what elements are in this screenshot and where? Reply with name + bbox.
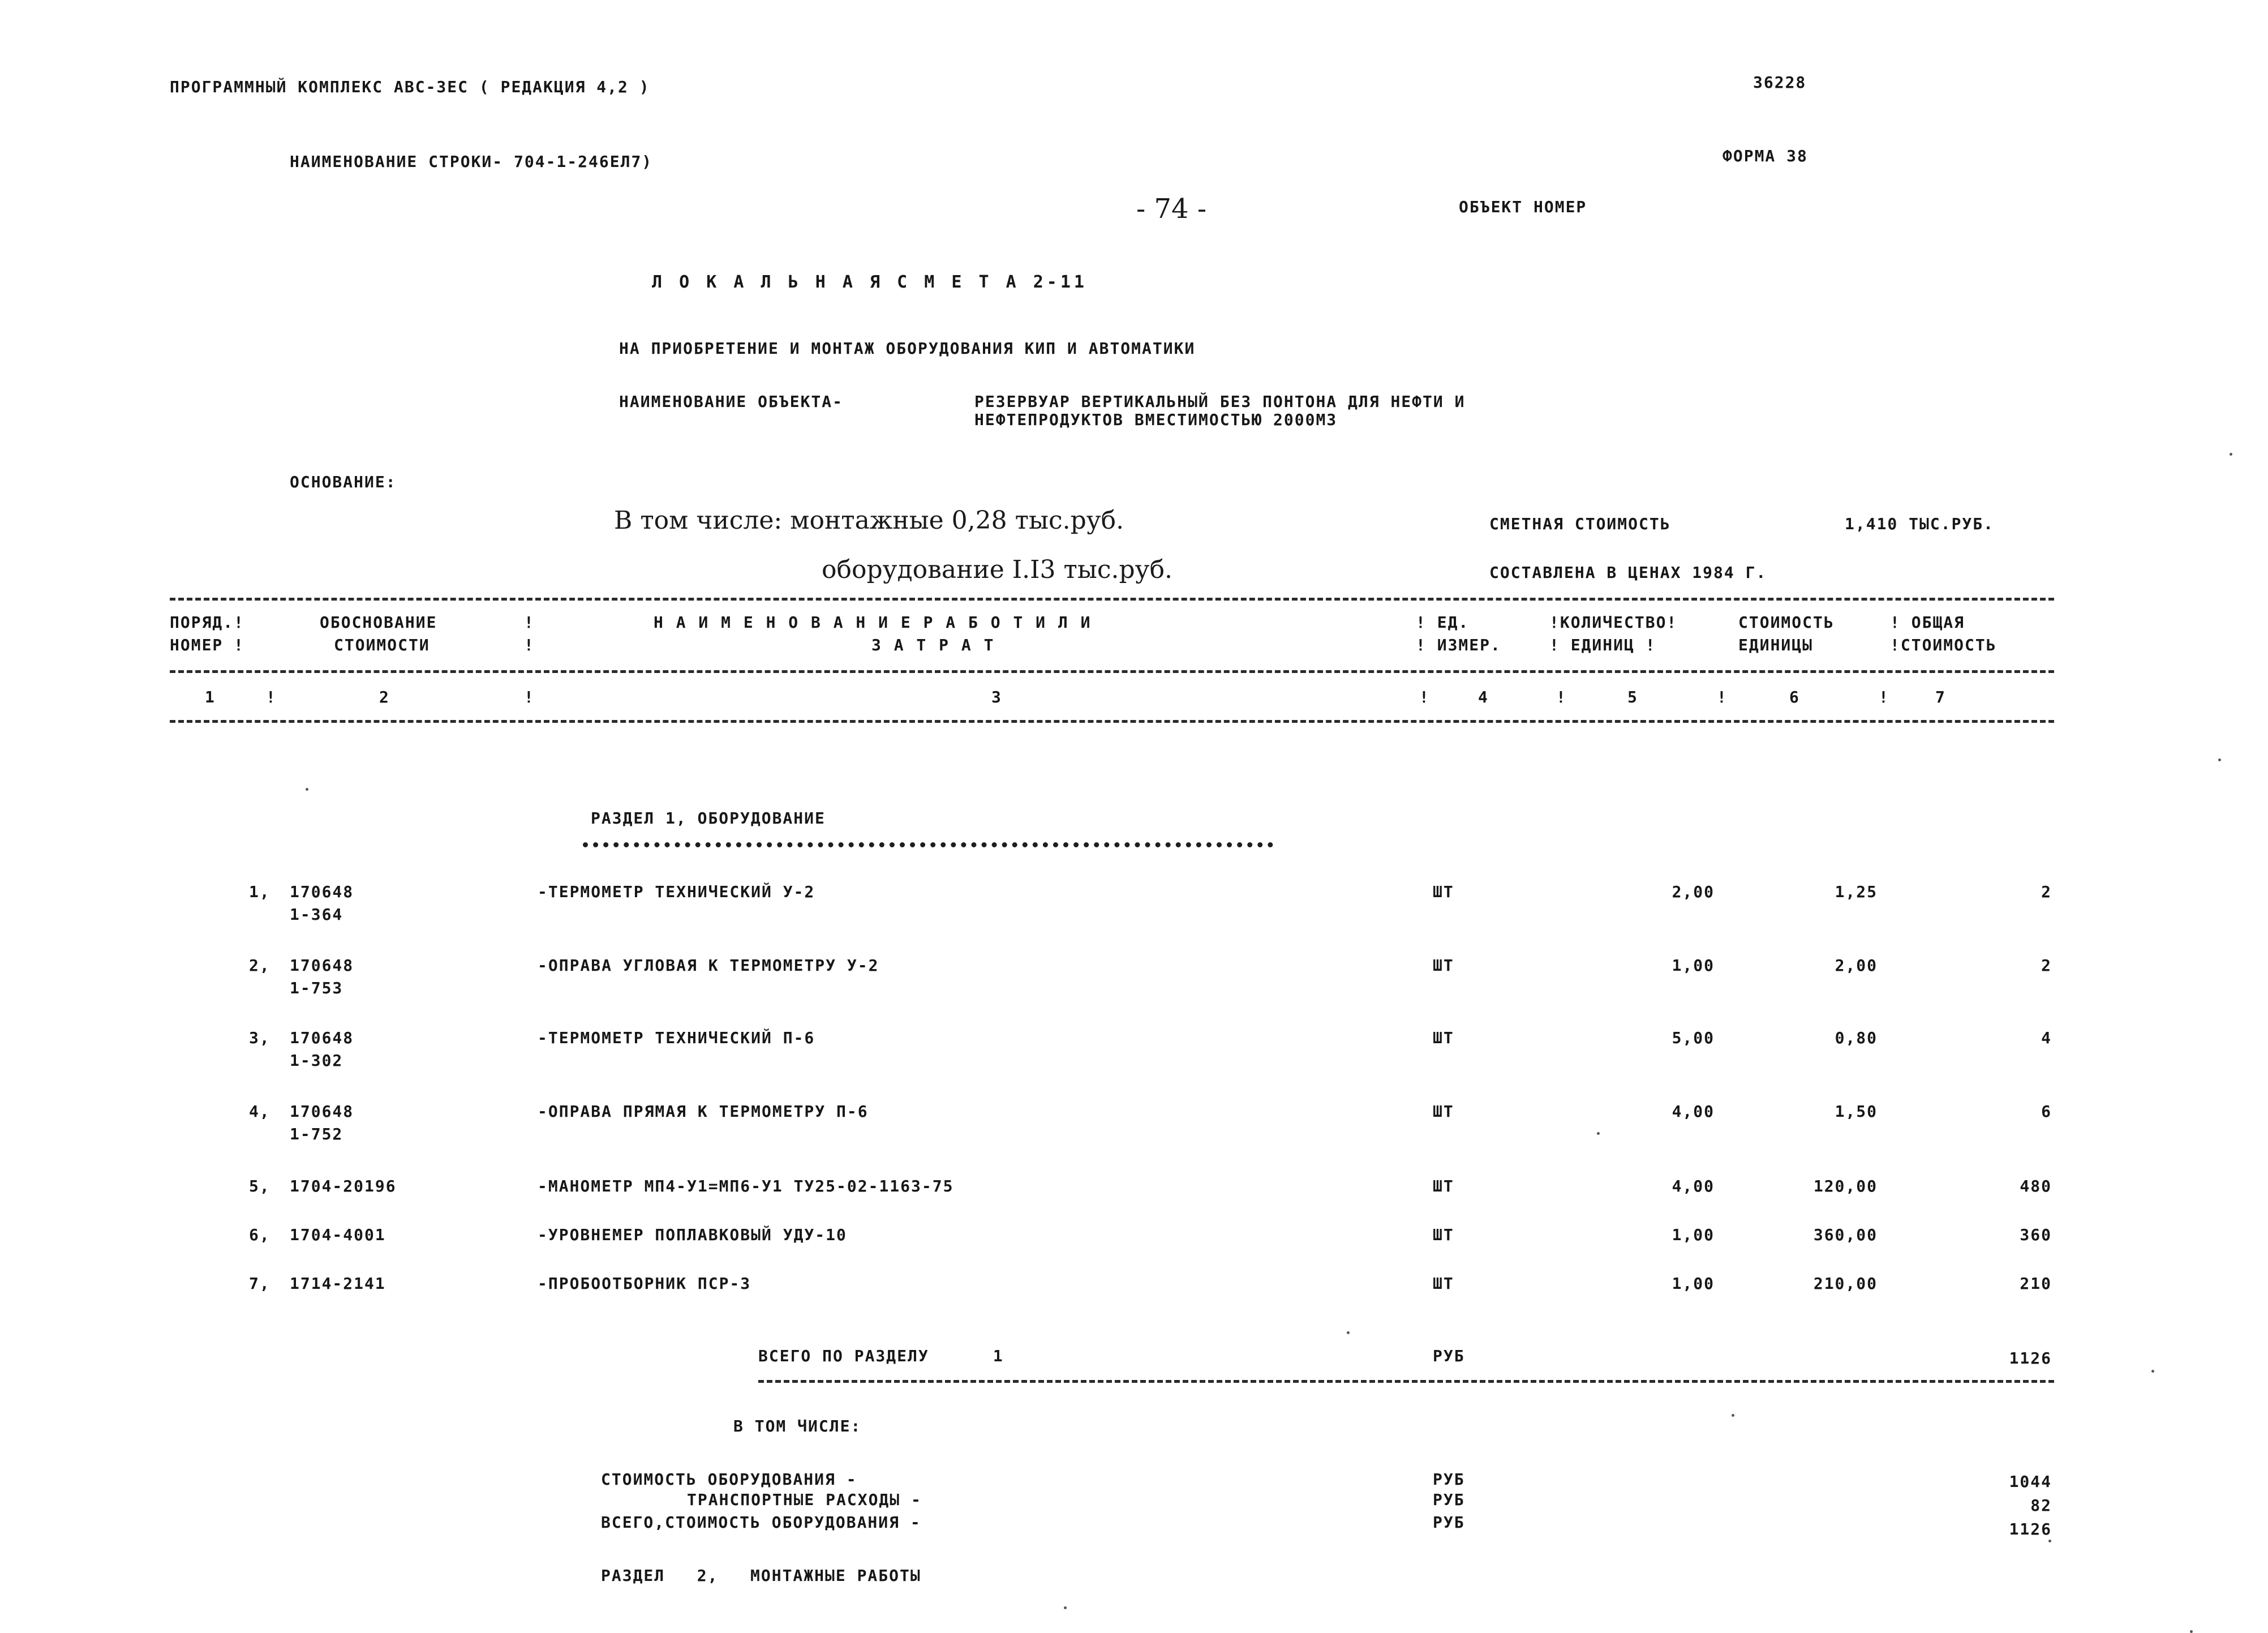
row-total: 2 bbox=[2041, 882, 2052, 901]
row-unit-price: 210,00 bbox=[1813, 1274, 1878, 1293]
row-number: 5, bbox=[249, 1177, 270, 1195]
table-header-rule bbox=[170, 670, 2054, 673]
table-row bbox=[0, 952, 2268, 1031]
row-quantity: 1,00 bbox=[1672, 1225, 1715, 1244]
row-code: 170648 bbox=[290, 1028, 354, 1047]
row-number: 6, bbox=[249, 1225, 270, 1244]
col-total-cost-label: !СТОИМОСТЬ bbox=[1890, 636, 1997, 654]
row-unit: ШТ bbox=[1433, 882, 1454, 901]
col-basis-label: ОБОСНОВАНИЕ bbox=[320, 613, 437, 632]
transport-cost-unit: РУБ bbox=[1433, 1490, 1465, 1509]
row-name: -ПРОБООТБОРНИК ПСР-3 bbox=[538, 1274, 751, 1293]
row-unit-price: 360,00 bbox=[1813, 1225, 1878, 1244]
row-unit-price: 1,25 bbox=[1835, 882, 1878, 901]
col-measure-label: ! ИЗМЕР. bbox=[1416, 636, 1501, 654]
row-unit: ШТ bbox=[1433, 1225, 1454, 1244]
page-number: - 74 - bbox=[1136, 193, 1207, 225]
including-label: В ТОМ ЧИСЛЕ: bbox=[733, 1417, 862, 1435]
price-basis: СОСТАВЛЕНА В ЦЕНАХ 1984 Г. bbox=[1489, 563, 1767, 582]
row-code-2: 1-364 bbox=[290, 905, 343, 924]
row-quantity: 2,00 bbox=[1672, 882, 1715, 901]
row-number: 7, bbox=[249, 1274, 270, 1293]
section-total-rule bbox=[758, 1380, 2054, 1383]
row-quantity: 4,00 bbox=[1672, 1177, 1715, 1195]
row-quantity: 4,00 bbox=[1672, 1102, 1715, 1121]
equipment-cost-label: СТОИМОСТЬ ОБОРУДОВАНИЯ - bbox=[601, 1470, 857, 1489]
row-total: 2 bbox=[2041, 956, 2052, 975]
object-name-line2: НЕФТЕПРОДУКТОВ ВМЕСТИМОСТЬЮ 2000М3 bbox=[974, 410, 1338, 429]
col-name-label: Н А И М Е Н О В А Н И Е Р А Б О Т И Л И bbox=[654, 613, 1092, 632]
col-number-label: НОМЕР ! bbox=[170, 636, 245, 654]
row-code: 1704-20196 bbox=[290, 1177, 397, 1195]
table-row bbox=[0, 1173, 2268, 1207]
row-code: 170648 bbox=[290, 1102, 354, 1121]
col-index-sep: ! bbox=[1717, 688, 1728, 706]
estimate-title: Л О К А Л Ь Н А Я С М Е Т А 2-11 bbox=[652, 272, 1088, 292]
col-unit-label: ! ЕД. bbox=[1416, 613, 1470, 632]
section-2-title: РАЗДЕЛ 2, МОНТАЖНЫЕ РАБОТЫ bbox=[601, 1566, 921, 1585]
col-quantity-label: !КОЛИЧЕСТВО! bbox=[1549, 613, 1678, 632]
col-units-label: ! ЕДИНИЦ ! bbox=[1549, 636, 1656, 654]
section-1-underline bbox=[583, 842, 1273, 847]
object-name-line1: РЕЗЕРВУАР ВЕРТИКАЛЬНЫЙ БЕЗ ПОНТОНА ДЛЯ НЕФТИ И bbox=[974, 392, 1466, 411]
row-number: 2, bbox=[249, 956, 270, 975]
row-code: 170648 bbox=[290, 956, 354, 975]
row-quantity: 1,00 bbox=[1672, 1274, 1715, 1293]
scan-speck bbox=[306, 788, 308, 791]
row-code: 170648 bbox=[290, 882, 354, 901]
basis-label: ОСНОВАНИЕ: bbox=[290, 473, 397, 491]
row-total: 210 bbox=[2020, 1274, 2052, 1293]
scan-speck bbox=[1347, 1331, 1350, 1334]
object-label: НАИМЕНОВАНИЕ ОБЪЕКТА- bbox=[619, 392, 844, 411]
total-equipment-value: 1126 bbox=[2009, 1520, 2052, 1538]
col-index-sep: ! bbox=[1419, 688, 1430, 706]
transport-cost-label: ТРАНСПОРТНЫЕ РАСХОДЫ - bbox=[687, 1490, 922, 1509]
scan-speck bbox=[2218, 758, 2221, 761]
mounting-cost-note: В том числе: монтажные 0,28 тыс.руб. bbox=[614, 506, 1124, 535]
col-order-label: ПОРЯД.! bbox=[170, 613, 245, 632]
total-equipment-label: ВСЕГО,СТОИМОСТЬ ОБОРУДОВАНИЯ - bbox=[601, 1513, 921, 1532]
col-price-label: СТОИМОСТЬ bbox=[1738, 613, 1835, 632]
row-unit: ШТ bbox=[1433, 1102, 1454, 1121]
section-total-unit: РУБ bbox=[1433, 1347, 1465, 1365]
table-index-rule bbox=[170, 720, 2054, 723]
table-top-rule bbox=[170, 598, 2054, 601]
col-total-label: ! ОБЩАЯ bbox=[1890, 613, 1965, 632]
table-row bbox=[0, 1098, 2268, 1177]
scan-speck bbox=[2230, 453, 2232, 456]
scan-speck bbox=[1732, 1414, 1734, 1417]
transport-cost-value: 82 bbox=[2030, 1496, 2052, 1515]
col-index-sep: ! bbox=[524, 688, 535, 706]
row-unit-price: 2,00 bbox=[1835, 956, 1878, 975]
equipment-cost-unit: РУБ bbox=[1433, 1470, 1465, 1489]
row-unit: ШТ bbox=[1433, 1028, 1454, 1047]
table-row bbox=[0, 1221, 2268, 1255]
col-index-sep: ! bbox=[1879, 688, 1889, 706]
table-row bbox=[0, 1270, 2268, 1304]
estimate-cost-label: СМЕТНАЯ СТОИМОСТЬ bbox=[1489, 515, 1671, 533]
row-unit: ШТ bbox=[1433, 1274, 1454, 1293]
col-index: 2 bbox=[379, 688, 390, 706]
program-name: ПРОГРАММНЫЙ КОМПЛЕКС АВС-3ЕС ( РЕДАКЦИЯ 4,2 ) bbox=[170, 78, 650, 96]
col-separator: ! bbox=[524, 636, 535, 654]
row-total: 4 bbox=[2041, 1028, 2052, 1047]
table-row bbox=[0, 878, 2268, 958]
row-quantity: 1,00 bbox=[1672, 956, 1715, 975]
row-name: -УРОВНЕМЕР ПОПЛАВКОВЫЙ УДУ-10 bbox=[538, 1225, 847, 1244]
document-number: 36228 bbox=[1753, 73, 1807, 92]
equipment-cost-note: оборудование I.I3 тыс.руб. bbox=[822, 555, 1173, 584]
col-cost-label: СТОИМОСТИ bbox=[334, 636, 430, 654]
row-number: 4, bbox=[249, 1102, 270, 1121]
scan-speck bbox=[1064, 1606, 1067, 1609]
col-index: 7 bbox=[1935, 688, 1946, 706]
row-unit: ШТ bbox=[1433, 1177, 1454, 1195]
row-number: 3, bbox=[249, 1028, 270, 1047]
col-separator: ! bbox=[524, 613, 535, 632]
col-expense-label: З А Т Р А Т bbox=[871, 636, 995, 654]
col-index: 4 bbox=[1478, 688, 1489, 706]
line-name: НАИМЕНОВАНИЕ СТРОКИ- 704-1-246ЕЛ7) bbox=[290, 152, 653, 171]
row-name: -ОПРАВА ПРЯМАЯ К ТЕРМОМЕТРУ П-6 bbox=[538, 1102, 869, 1121]
scan-speck bbox=[1597, 1132, 1600, 1135]
col-index: 1 bbox=[205, 688, 216, 706]
row-code: 1714-2141 bbox=[290, 1274, 386, 1293]
col-index-sep: ! bbox=[1556, 688, 1567, 706]
object-number-label: ОБЪЕКТ НОМЕР bbox=[1459, 198, 1587, 216]
section-total-label: ВСЕГО ПО РАЗДЕЛУ 1 bbox=[758, 1347, 1004, 1365]
row-name: -ТЕРМОМЕТР ТЕХНИЧЕСКИЙ П-6 bbox=[538, 1028, 815, 1047]
table-row bbox=[0, 1025, 2268, 1104]
section-1-title: РАЗДЕЛ 1, ОБОРУДОВАНИЕ bbox=[591, 809, 826, 828]
row-unit-price: 0,80 bbox=[1835, 1028, 1878, 1047]
row-unit: ШТ bbox=[1433, 956, 1454, 975]
row-total: 6 bbox=[2041, 1102, 2052, 1121]
row-name: -ОПРАВА УГЛОВАЯ К ТЕРМОМЕТРУ У-2 bbox=[538, 956, 879, 975]
row-code-2: 1-753 bbox=[290, 979, 343, 997]
equipment-cost-value: 1044 bbox=[2009, 1472, 2052, 1491]
row-name: -ТЕРМОМЕТР ТЕХНИЧЕСКИЙ У-2 bbox=[538, 882, 815, 901]
row-code-2: 1-302 bbox=[290, 1051, 343, 1070]
scan-speck bbox=[2190, 1630, 2193, 1633]
row-unit-price: 1,50 bbox=[1835, 1102, 1878, 1121]
row-code: 1704-4001 bbox=[290, 1225, 386, 1244]
estimate-purpose: НА ПРИОБРЕТЕНИЕ И МОНТАЖ ОБОРУДОВАНИЯ КИП И АВТОМАТИКИ bbox=[619, 339, 1196, 358]
col-index: 6 bbox=[1789, 688, 1800, 706]
col-index: 5 bbox=[1627, 688, 1638, 706]
row-total: 480 bbox=[2020, 1177, 2052, 1195]
estimate-cost-value: 1,410 ТЫС.РУБ. bbox=[1845, 515, 1995, 533]
form-number: ФОРМА 38 bbox=[1723, 147, 1808, 165]
total-equipment-unit: РУБ bbox=[1433, 1513, 1465, 1532]
row-name: -МАНОМЕТР МП4-У1=МП6-У1 ТУ25-02-1163-75 bbox=[538, 1177, 954, 1195]
scan-speck bbox=[2048, 1540, 2051, 1542]
row-number: 1, bbox=[249, 882, 270, 901]
row-unit-price: 120,00 bbox=[1813, 1177, 1878, 1195]
col-per-unit-label: ЕДИНИЦЫ bbox=[1738, 636, 1814, 654]
row-quantity: 5,00 bbox=[1672, 1028, 1715, 1047]
row-total: 360 bbox=[2020, 1225, 2052, 1244]
row-code-2: 1-752 bbox=[290, 1125, 343, 1143]
scan-speck bbox=[2151, 1370, 2154, 1373]
col-index: 3 bbox=[991, 688, 1002, 706]
col-index-sep: ! bbox=[266, 688, 277, 706]
section-total-value: 1126 bbox=[2009, 1349, 2052, 1368]
